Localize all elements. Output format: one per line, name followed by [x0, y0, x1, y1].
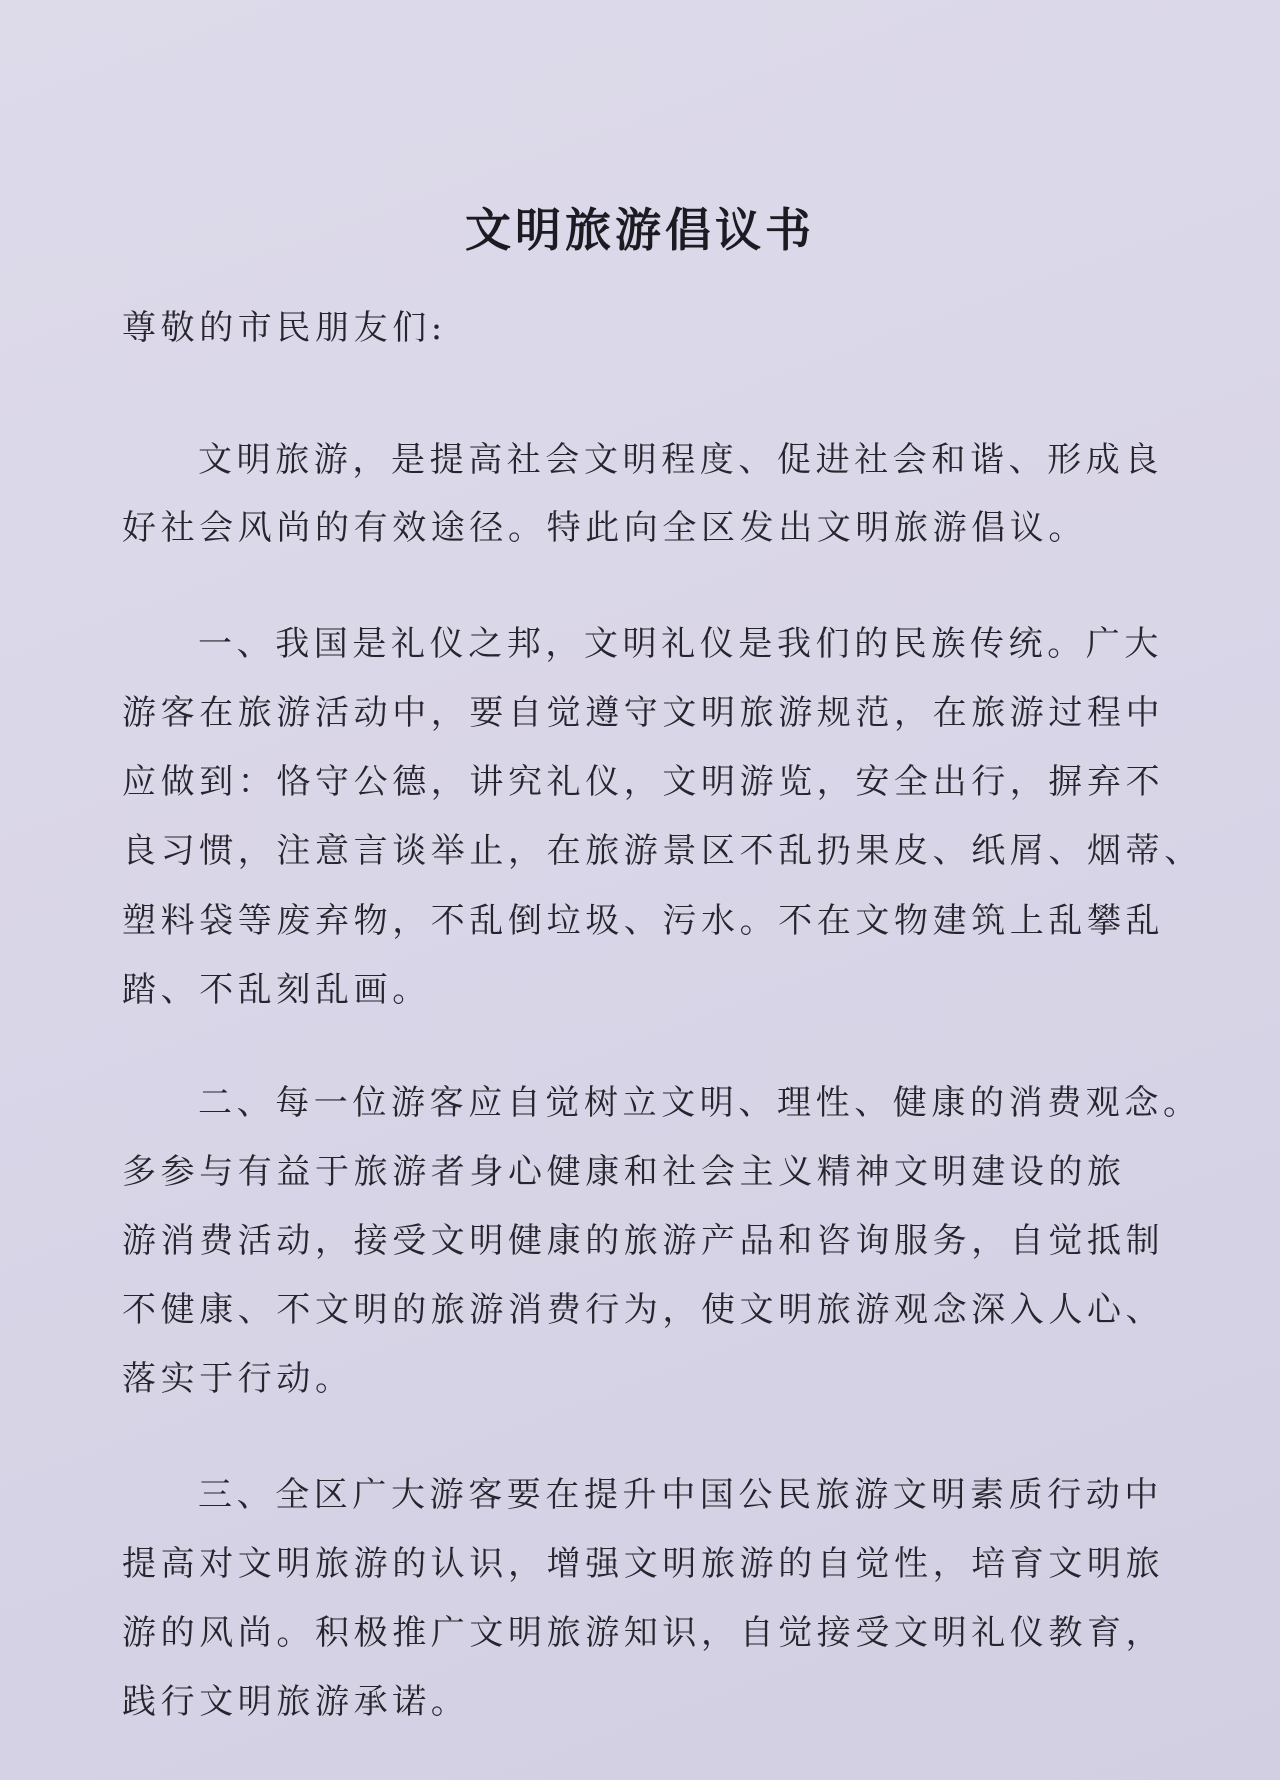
document-title: 文明旅游倡议书 [465, 203, 815, 257]
paragraph-2-line-5: 塑料袋等废弃物，不乱倒垃圾、污水。不在文物建筑上乱攀乱 [122, 901, 1165, 941]
paragraph-2-line-6: 踏、不乱刻乱画。 [122, 970, 431, 1010]
paragraph-2-line-3: 应做到：恪守公德，讲究礼仪，文明游览，安全出行，摒弃不 [122, 762, 1165, 802]
paragraph-4-line-4: 践行文明旅游承诺。 [122, 1682, 470, 1722]
paragraph-4-line-3: 游的风尚。积极推广文明旅游知识，自觉接受文明礼仪教育， [122, 1613, 1165, 1653]
paragraph-3-line-4: 不健康、不文明的旅游消费行为，使文明旅游观念深入人心、 [122, 1290, 1165, 1330]
paragraph-2-line-1: 一、我国是礼仪之邦，文明礼仪是我们的民族传统。广大 [198, 624, 1163, 664]
paragraph-2-line-2: 游客在旅游活动中，要自觉遵守文明旅游规范，在旅游过程中 [122, 693, 1165, 733]
paragraph-3-line-1: 二、每一位游客应自觉树立文明、理性、健康的消费观念。 [198, 1083, 1202, 1123]
paragraph-2-line-4: 良习惯，注意言谈举止，在旅游景区不乱扔果皮、纸屑、烟蒂、 [122, 831, 1203, 871]
paragraph-1-line-2: 好社会风尚的有效途径。特此向全区发出文明旅游倡议。 [122, 508, 1087, 548]
paragraph-3-line-5: 落实于行动。 [122, 1359, 354, 1399]
paragraph-3-line-3: 游消费活动，接受文明健康的旅游产品和咨询服务，自觉抵制 [122, 1221, 1165, 1261]
salutation: 尊敬的市民朋友们: [122, 308, 447, 348]
paragraph-4-line-1: 三、全区广大游客要在提升中国公民旅游文明素质行动中 [198, 1475, 1163, 1515]
paragraph-1-line-1: 文明旅游，是提高社会文明程度、促进社会和谐、形成良 [198, 440, 1163, 480]
paragraph-4-line-2: 提高对文明旅游的认识，增强文明旅游的自觉性，培育文明旅 [122, 1544, 1165, 1584]
paragraph-3-line-2: 多参与有益于旅游者身心健康和社会主义精神文明建设的旅 [122, 1152, 1126, 1192]
